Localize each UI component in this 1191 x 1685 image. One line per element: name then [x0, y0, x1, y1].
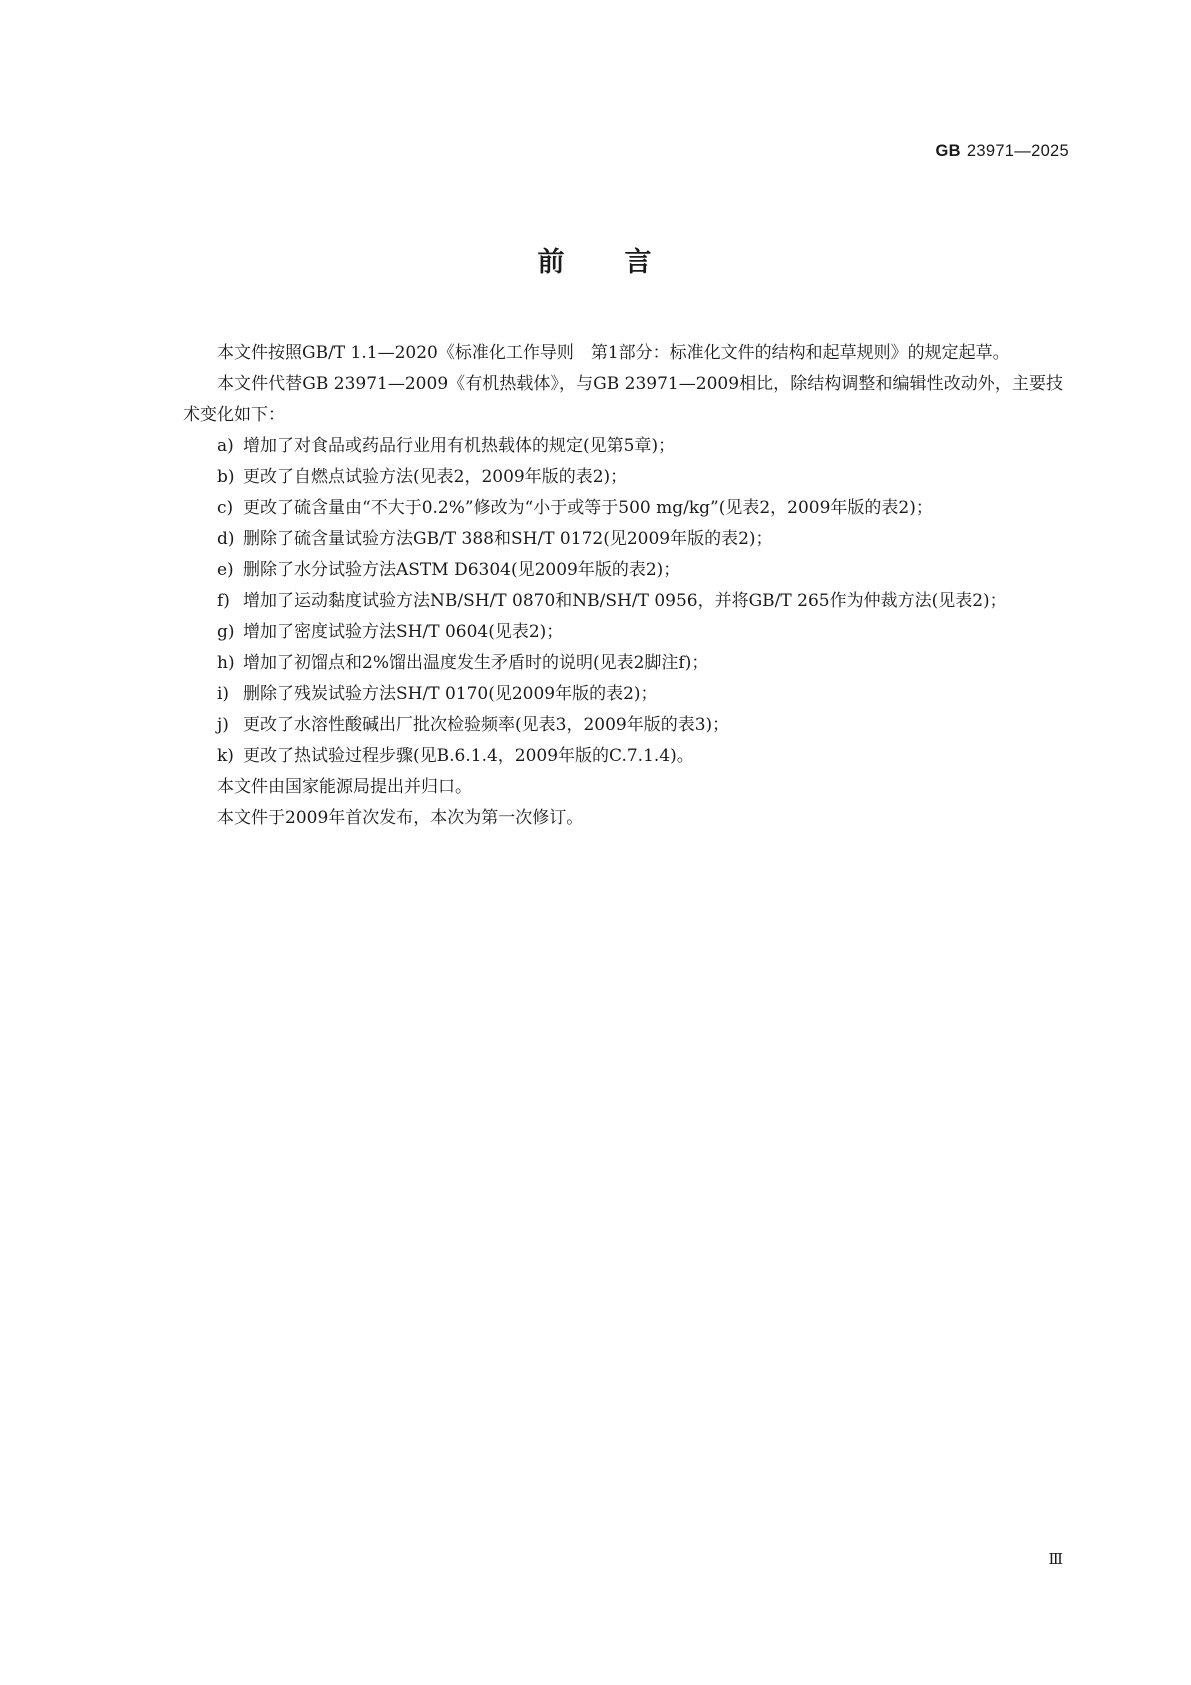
list-item [183, 555, 1063, 586]
list-item-text: 增加了运动黏度试验方法NB/SH/T 0870和NB/SH/T 0956，并将GB/T 265作为仲裁方法(见表2)； [243, 591, 1007, 611]
list-item-text: 更改了热试验过程步骤(见B.6.1.4，2009年版的C.7.1.4)。 [243, 746, 694, 766]
title-char-1: 前 [537, 247, 567, 278]
list-item-marker: d) [217, 529, 235, 549]
list-item [183, 648, 1063, 679]
list-item-text: 删除了硫含量试验方法GB/T 388和SH/T 0172(见2009年版的表2)； [243, 529, 773, 549]
list-item [183, 710, 1063, 741]
list-item-marker: c) [217, 498, 234, 518]
list-item-marker: b) [217, 467, 235, 487]
list-item-text: 更改了硫含量由“不大于0.2%”修改为“小于或等于500 mg/kg”(见表2，2009年版的表2)； [243, 498, 933, 518]
closing-paragraph-2: 本文件于2009年首次发布，本次为第一次修订。 [217, 808, 584, 828]
list-item [183, 679, 1063, 710]
list-item-text: 更改了自燃点试验方法(见表2，2009年版的表2)； [243, 467, 628, 487]
list-item-marker: h) [217, 653, 235, 673]
list-item [183, 462, 1063, 493]
changes-list [183, 431, 1063, 772]
foreword-body [183, 338, 1063, 834]
intro-paragraph-2: 本文件代替GB 23971—2009《有机热载体》，与GB 23971—2009相比，除结构调整和编辑性改动外，主要技术变化如下： [183, 374, 1063, 425]
standard-number: 23971—2025 [966, 142, 1069, 160]
list-item [183, 586, 1063, 617]
list-item-marker: g) [217, 622, 235, 642]
list-item [183, 617, 1063, 648]
list-item-text: 增加了密度试验方法SH/T 0604(见表2)； [243, 622, 564, 642]
standard-prefix: GB [935, 142, 961, 160]
list-item [183, 431, 1063, 462]
list-item-marker: f) [217, 591, 230, 611]
list-item-marker: j) [217, 715, 229, 735]
list-item [183, 741, 1063, 772]
title-char-2: 言 [624, 247, 654, 278]
list-item-text: 增加了初馏点和2%馏出温度发生矛盾时的说明(见表2脚注f)； [243, 653, 709, 673]
list-item-text: 更改了水溶性酸碱出厂批次检验频率(见表3，2009年版的表3)； [243, 715, 730, 735]
list-item-text: 删除了残炭试验方法SH/T 0170(见2009年版的表2)； [243, 684, 658, 704]
list-item-text: 删除了水分试验方法ASTM D6304(见2009年版的表2)； [243, 560, 681, 580]
list-item [183, 524, 1063, 555]
list-item-marker: a) [217, 436, 234, 456]
standard-code [936, 142, 1069, 161]
list-item [183, 493, 1063, 524]
list-item-marker: k) [217, 746, 234, 766]
closing-paragraph-1: 本文件由国家能源局提出并归口。 [217, 777, 472, 797]
list-item-text: 增加了对食品或药品行业用有机热载体的规定(见第5章)； [243, 436, 676, 456]
list-item-marker: e) [217, 560, 234, 580]
page-number: Ⅲ [1048, 1552, 1063, 1568]
intro-paragraph-1: 本文件按照GB/T 1.1—2020《标准化工作导则 第1部分：标准化文件的结构和起草规则》的规定起草。 [217, 343, 1010, 363]
list-item-marker: i) [217, 684, 230, 704]
page-title [0, 240, 1191, 279]
